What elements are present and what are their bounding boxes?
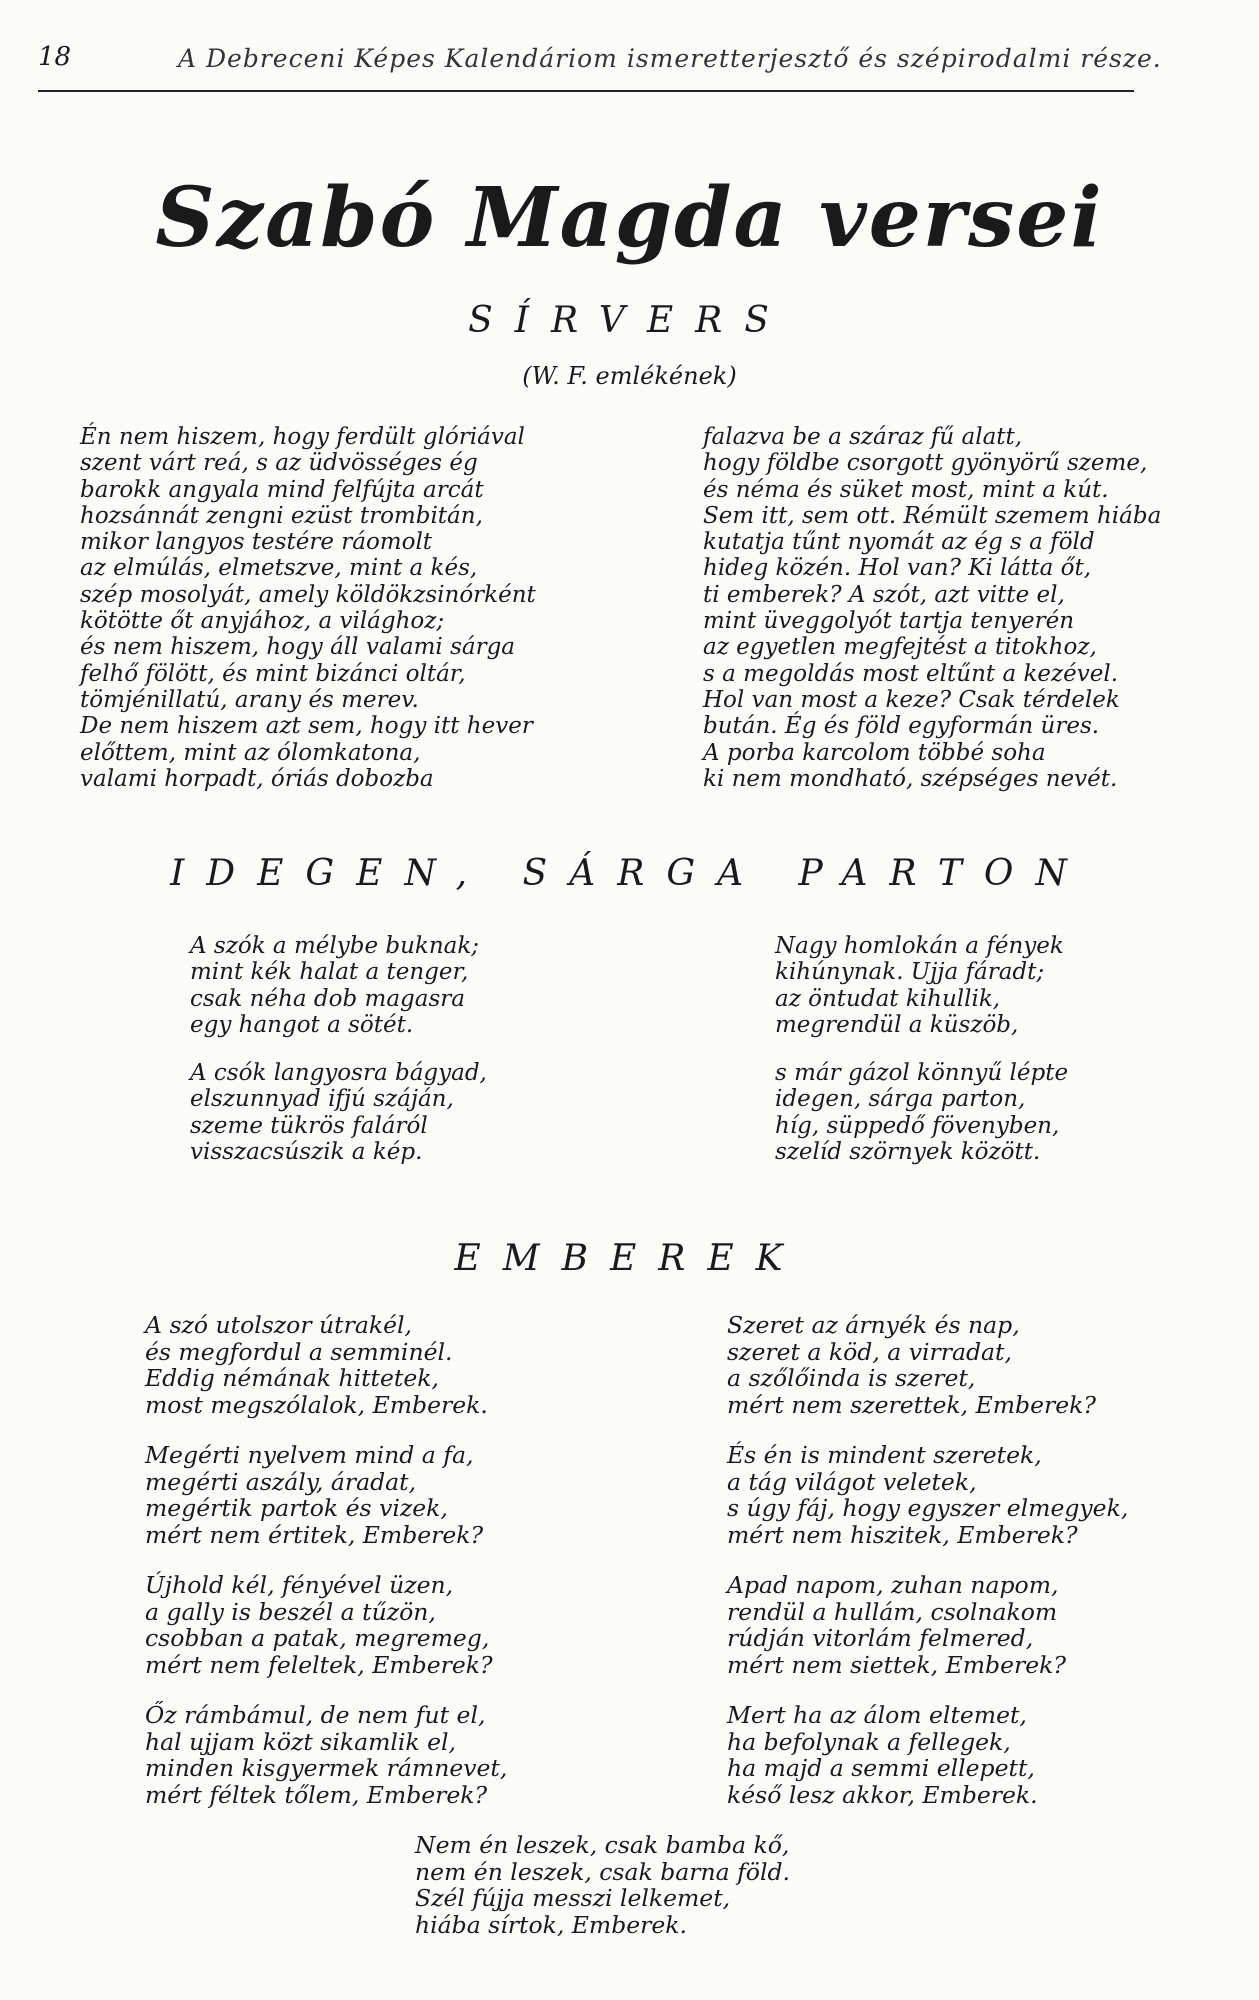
poem-line: A szók a mélybe buknak; — [190, 933, 480, 959]
main-title: Szabó Magda versei — [155, 170, 1104, 266]
emberek-final-stanza — [415, 1832, 790, 1938]
stanza — [145, 1442, 507, 1548]
poem-line: s a megoldás most eltűnt a kezével. — [703, 660, 1119, 687]
poem-line: rendül a hullám, csolnakom — [727, 1597, 1058, 1626]
poem-line: ha majd a semmi ellepett, — [727, 1754, 1035, 1782]
poem-line: és megfordul a semminél. — [145, 1337, 453, 1366]
poem-line: Hol van most a keze? Csak térdelek — [703, 686, 1120, 713]
poem-line: a szőlőinda is szeret, — [727, 1364, 976, 1392]
poem-line: a tág világot veletek, — [727, 1467, 977, 1496]
poem-line: Nem én leszek, csak bamba kő, — [415, 1831, 790, 1859]
poem-line: barokk angyala mind felfújta arcát — [80, 476, 484, 503]
section-title-emberek: EMBEREK — [454, 1238, 805, 1279]
poem-line: most megszólalok, Emberek. — [145, 1390, 488, 1419]
poem-line: megérti aszály, áradat, — [145, 1467, 417, 1496]
poem-line: Én nem hiszem, hogy ferdült glóriával — [80, 424, 525, 450]
idegen-left-column — [190, 933, 487, 1187]
poem-line: csak néha dob magasra — [190, 985, 465, 1012]
poem-line: mért nem szerettek, Emberek? — [727, 1390, 1096, 1419]
poem-line: felhő fölött, és mint bizánci oltár, — [80, 660, 466, 687]
dedication: (W. F. emlékének) — [522, 362, 737, 390]
poem-line: az egyetlen megfejtést a titokhoz, — [703, 634, 1097, 661]
poem-line: Apad napom, zuhan napom, — [727, 1571, 1059, 1599]
poem-line: és néma és süket most, mint a kút. — [703, 476, 1109, 503]
poem-line: egy hangot a sötét. — [190, 1011, 414, 1038]
poem-line: mért féltek tőlem, Emberek? — [145, 1780, 488, 1809]
page-number: 18 — [38, 42, 72, 72]
stanza — [727, 1442, 1128, 1548]
poem-line: kutatja tűnt nyomát az ég s a föld — [703, 529, 1095, 556]
emberek-right-column — [727, 1312, 1128, 1832]
poem-line: falazva be a száraz fű alatt, — [703, 424, 1023, 450]
poem-line: tömjénillatú, arany és merev. — [80, 686, 419, 713]
poem-line: És én is mindent szeretek, — [727, 1441, 1042, 1469]
idegen-right-column — [775, 933, 1068, 1187]
poem-line: kihúnynak. Ujja fáradt; — [775, 959, 1045, 986]
poem-line: hozsánnát zengni ezüst trombitán, — [80, 502, 483, 529]
stanza — [145, 1702, 507, 1808]
poem-line: és nem hiszem, hogy áll valami sárga — [80, 634, 516, 661]
poem-line: Őz rámbámul, de nem fut el, — [145, 1701, 486, 1729]
emberek-left-column — [145, 1312, 507, 1832]
poem-line: mint üveggolyót tartja tenyerén — [703, 608, 1075, 635]
poem-line: ti emberek? A szót, azt vitte el, — [703, 581, 1065, 608]
poem-line: mikor langyos testére ráomolt — [80, 529, 433, 556]
poem-line: csobban a patak, megremeg, — [145, 1624, 490, 1652]
poem-line: az öntudat kihullik, — [775, 985, 1001, 1012]
poem-line: Megérti nyelvem mind a fa, — [145, 1441, 474, 1469]
poem-line: rúdján vitorlám felmered, — [727, 1624, 1034, 1652]
poem-line: s úgy fáj, hogy egyszer elmegyek, — [727, 1494, 1129, 1522]
poem-line: előttem, mint az ólomkatona, — [80, 739, 421, 766]
poem-line: hogy földbe csorgott gyönyörű szeme, — [703, 450, 1148, 477]
stanza — [190, 933, 487, 1038]
poem-line: Sem itt, sem ott. Rémült szemem hiába — [703, 502, 1162, 529]
poem-line: bután. Ég és föld egyformán üres. — [703, 713, 1100, 740]
poem-line: Nagy homlokán a fények — [775, 933, 1064, 959]
stanza — [145, 1312, 507, 1418]
poem-line: elszunnyad ifjú száján, — [190, 1086, 454, 1113]
poem-line: Újhold kél, fényével üzen, — [145, 1571, 454, 1599]
stanza — [727, 1702, 1128, 1808]
poem-line: szeret a köd, a virradat, — [727, 1337, 1012, 1366]
poem-line: Mert ha az álom eltemet, — [727, 1701, 1027, 1729]
poem-line: mért nem értitek, Emberek? — [145, 1520, 484, 1549]
poem-line: Szél fújja messzi lelkemet, — [415, 1884, 731, 1912]
poem-line: hiába sírtok, Emberek. — [415, 1910, 688, 1939]
poem-line: nem én leszek, csak barna föld. — [415, 1857, 790, 1886]
poem-line: hideg közén. Hol van? Ki látta őt, — [703, 555, 1092, 582]
poem-line: késő lesz akkor, Emberek. — [727, 1780, 1038, 1809]
section-title-sirvers: SÍRVERS — [468, 300, 791, 341]
poem-line: minden kisgyermek rámnevet, — [145, 1754, 508, 1782]
stanza — [775, 933, 1068, 1038]
section-title-idegen: IDEGEN, SÁRGA PARTON — [170, 853, 1089, 894]
stanza — [727, 1572, 1128, 1678]
poem-line: valami horpadt, óriás dobozba — [80, 765, 434, 792]
poem-line: idegen, sárga parton, — [775, 1086, 1026, 1113]
poem-line: mint kék halat a tenger, — [190, 959, 469, 986]
running-head-text: A Debreceni Képes Kalendáriom ismeretterjesztő és szépirodalmi része. — [178, 44, 1162, 73]
poem-line: mért nem siettek, Emberek? — [727, 1650, 1066, 1679]
poem-line: szép mosolyát, amely köldökzsinórként — [80, 581, 536, 608]
running-header — [38, 40, 1162, 92]
poem-line: ki nem mondható, szépséges nevét. — [703, 765, 1118, 792]
poem-line: s már gázol könnyű lépte — [775, 1060, 1069, 1087]
poem-line: szeme tükrös faláról — [190, 1112, 428, 1139]
poem-line: megrendül a küszöb, — [775, 1011, 1019, 1038]
poem-line: A szó utolszor útrakél, — [145, 1311, 412, 1339]
sirvers-left-column — [80, 424, 536, 792]
poem-line: szent várt reá, s az üdvösséges ég — [80, 450, 478, 477]
poem-line: híg, süppedő fövenyben, — [775, 1112, 1060, 1139]
sirvers-right-column — [703, 424, 1161, 792]
poem-line: kötötte őt anyjához, a világhoz; — [80, 608, 445, 635]
poem-line: mért nem feleltek, Emberek? — [145, 1650, 493, 1679]
stanza — [190, 1060, 487, 1165]
stanza — [145, 1572, 507, 1678]
poem-line: szelíd szörnyek között. — [775, 1139, 1041, 1166]
poem-line: hal ujjam közt sikamlik el, — [145, 1727, 457, 1756]
stanza — [727, 1312, 1128, 1418]
poem-line: De nem hiszem azt sem, hogy itt hever — [80, 713, 533, 740]
poem-line: a gally is beszél a tűzön, — [145, 1597, 436, 1626]
poem-line: A csók langyosra bágyad, — [190, 1060, 487, 1087]
poem-line: megértik partok és vizek, — [145, 1494, 448, 1522]
poem-line: Szeret az árnyék és nap, — [727, 1311, 1020, 1339]
poem-line: az elmúlás, elmetszve, mint a kés, — [80, 555, 478, 582]
poem-line: A porba karcolom többé soha — [703, 739, 1046, 766]
poem-line: visszacsúszik a kép. — [190, 1139, 423, 1166]
stanza — [775, 1060, 1068, 1165]
poem-line: mért nem hiszitek, Emberek? — [727, 1520, 1078, 1549]
poem-line: ha befolynak a fellegek, — [727, 1727, 1011, 1756]
poem-line: Eddig némának hittetek, — [145, 1364, 439, 1392]
